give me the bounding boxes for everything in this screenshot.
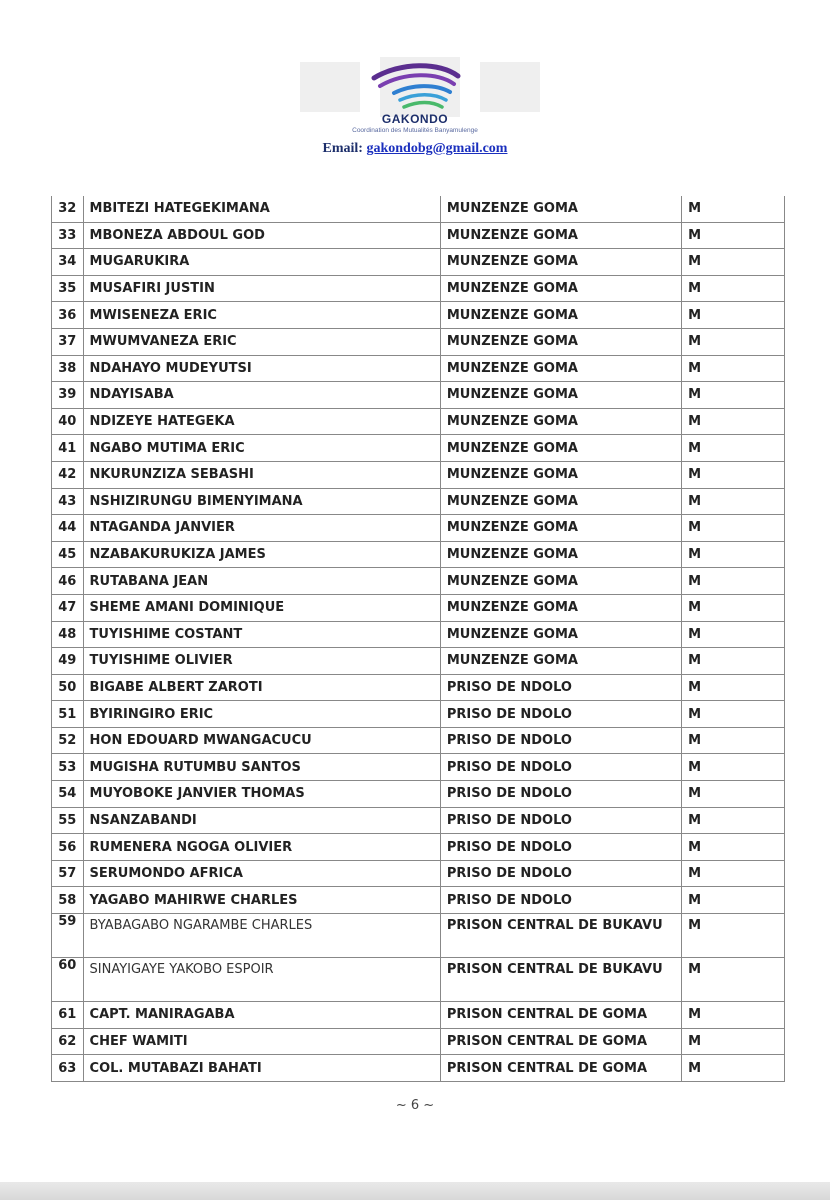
location-cell: PRISON CENTRAL DE BUKAVU xyxy=(440,914,681,958)
roster-table xyxy=(51,196,785,1082)
table-row xyxy=(52,674,785,701)
sex-cell: M xyxy=(682,461,785,488)
name-cell: MWUMVANEZA ERIC xyxy=(83,328,440,355)
roster-table-body xyxy=(52,196,785,1081)
sex-cell: M xyxy=(682,408,785,435)
location-cell: MUNZENZE GOMA xyxy=(440,408,681,435)
row-number-cell: 62 xyxy=(52,1028,84,1055)
row-number-cell: 63 xyxy=(52,1055,84,1082)
name-cell: BYABAGABO NGARAMBE CHARLES xyxy=(83,914,440,958)
name-cell: NZABAKURUKIZA JAMES xyxy=(83,541,440,568)
name-cell: NTAGANDA JANVIER xyxy=(83,515,440,542)
location-cell: PRISO DE NDOLO xyxy=(440,727,681,754)
row-number-cell: 44 xyxy=(52,515,84,542)
sex-cell: M xyxy=(682,701,785,728)
row-number-cell: 55 xyxy=(52,807,84,834)
table-row xyxy=(52,834,785,861)
name-cell: TUYISHIME OLIVIER xyxy=(83,648,440,675)
table-row xyxy=(52,408,785,435)
row-number-cell: 54 xyxy=(52,781,84,808)
bottom-edge xyxy=(0,1182,830,1200)
table-row xyxy=(52,515,785,542)
sex-cell: M xyxy=(682,1028,785,1055)
gakondo-logo-icon xyxy=(360,58,470,138)
sex-cell: M xyxy=(682,887,785,914)
name-cell: MUGARUKIRA xyxy=(83,249,440,276)
name-cell: SINAYIGAYE YAKOBO ESPOIR xyxy=(83,958,440,1002)
location-cell: PRISO DE NDOLO xyxy=(440,887,681,914)
table-row xyxy=(52,196,785,222)
location-cell: PRISO DE NDOLO xyxy=(440,781,681,808)
name-cell: MUYOBOKE JANVIER THOMAS xyxy=(83,781,440,808)
location-cell: MUNZENZE GOMA xyxy=(440,302,681,329)
sex-cell: M xyxy=(682,1055,785,1082)
name-cell: NGABO MUTIMA ERIC xyxy=(83,435,440,462)
table-row xyxy=(52,781,785,808)
sex-cell: M xyxy=(682,275,785,302)
location-cell: PRISON CENTRAL DE GOMA xyxy=(440,1055,681,1082)
location-cell: PRISO DE NDOLO xyxy=(440,754,681,781)
name-cell: BIGABE ALBERT ZAROTI xyxy=(83,674,440,701)
name-cell: NSANZABANDI xyxy=(83,807,440,834)
name-cell: NDAYISABA xyxy=(83,382,440,409)
sex-cell: M xyxy=(682,674,785,701)
location-cell: PRISO DE NDOLO xyxy=(440,674,681,701)
location-cell: MUNZENZE GOMA xyxy=(440,648,681,675)
sex-cell: M xyxy=(682,834,785,861)
table-row xyxy=(52,958,785,1002)
name-cell: RUTABANA JEAN xyxy=(83,568,440,595)
table-row xyxy=(52,249,785,276)
name-cell: CHEF WAMITI xyxy=(83,1028,440,1055)
sex-cell: M xyxy=(682,222,785,249)
name-cell: MUSAFIRI JUSTIN xyxy=(83,275,440,302)
sex-cell: M xyxy=(682,302,785,329)
row-number-cell: 42 xyxy=(52,461,84,488)
sex-cell: M xyxy=(682,196,785,222)
location-cell: MUNZENZE GOMA xyxy=(440,382,681,409)
name-cell: HON EDOUARD MWANGACUCU xyxy=(83,727,440,754)
location-cell: PRISO DE NDOLO xyxy=(440,807,681,834)
location-cell: MUNZENZE GOMA xyxy=(440,568,681,595)
table-row xyxy=(52,461,785,488)
row-number-cell: 40 xyxy=(52,408,84,435)
table-row xyxy=(52,727,785,754)
sex-cell: M xyxy=(682,568,785,595)
location-cell: PRISON CENTRAL DE BUKAVU xyxy=(440,958,681,1002)
row-number-cell: 37 xyxy=(52,328,84,355)
row-number-cell: 33 xyxy=(52,222,84,249)
sex-cell: M xyxy=(682,914,785,958)
location-cell: PRISON CENTRAL DE GOMA xyxy=(440,1002,681,1029)
location-cell: MUNZENZE GOMA xyxy=(440,594,681,621)
table-row xyxy=(52,701,785,728)
table-row xyxy=(52,382,785,409)
name-cell: MBONEZA ABDOUL GOD xyxy=(83,222,440,249)
table-row xyxy=(52,435,785,462)
row-number-cell: 58 xyxy=(52,887,84,914)
row-number-cell: 61 xyxy=(52,1002,84,1029)
location-cell: MUNZENZE GOMA xyxy=(440,488,681,515)
name-cell: CAPT. MANIRAGABA xyxy=(83,1002,440,1029)
location-cell: PRISO DE NDOLO xyxy=(440,701,681,728)
row-number-cell: 52 xyxy=(52,727,84,754)
sex-cell: M xyxy=(682,860,785,887)
row-number-cell: 32 xyxy=(52,196,84,222)
location-cell: MUNZENZE GOMA xyxy=(440,621,681,648)
email-link[interactable]: gakondobg@gmail.com xyxy=(366,141,508,156)
sex-cell: M xyxy=(682,807,785,834)
letterhead xyxy=(0,52,830,162)
row-number-cell: 49 xyxy=(52,648,84,675)
row-number-cell: 60 xyxy=(52,958,84,1002)
row-number-cell: 59 xyxy=(52,914,84,958)
sex-cell: M xyxy=(682,488,785,515)
sex-cell: M xyxy=(682,435,785,462)
table-row xyxy=(52,648,785,675)
table-row xyxy=(52,1055,785,1082)
organization-name: GAKONDO xyxy=(381,112,449,126)
name-cell: COL. MUTABAZI BAHATI xyxy=(83,1055,440,1082)
table-row xyxy=(52,621,785,648)
location-cell: MUNZENZE GOMA xyxy=(440,435,681,462)
row-number-cell: 46 xyxy=(52,568,84,595)
page-number: ~ 6 ~ xyxy=(395,1098,435,1113)
name-cell: SERUMONDO AFRICA xyxy=(83,860,440,887)
row-number-cell: 51 xyxy=(52,701,84,728)
row-number-cell: 56 xyxy=(52,834,84,861)
row-number-cell: 57 xyxy=(52,860,84,887)
sex-cell: M xyxy=(682,648,785,675)
name-cell: NSHIZIRUNGU BIMENYIMANA xyxy=(83,488,440,515)
table-row xyxy=(52,887,785,914)
location-cell: MUNZENZE GOMA xyxy=(440,275,681,302)
email-label: Email: xyxy=(322,141,363,156)
row-number-cell: 47 xyxy=(52,594,84,621)
table-row xyxy=(52,1028,785,1055)
sex-cell: M xyxy=(682,515,785,542)
location-cell: MUNZENZE GOMA xyxy=(440,355,681,382)
table-row xyxy=(52,754,785,781)
name-cell: MUGISHA RUTUMBU SANTOS xyxy=(83,754,440,781)
organization-subtitle: Coordination des Mutualités Banyamulenge xyxy=(352,127,478,134)
row-number-cell: 50 xyxy=(52,674,84,701)
sex-cell: M xyxy=(682,355,785,382)
sex-cell: M xyxy=(682,621,785,648)
table-row xyxy=(52,594,785,621)
location-cell: MUNZENZE GOMA xyxy=(440,328,681,355)
sex-cell: M xyxy=(682,328,785,355)
sex-cell: M xyxy=(682,594,785,621)
table-row xyxy=(52,1002,785,1029)
location-cell: MUNZENZE GOMA xyxy=(440,515,681,542)
row-number-cell: 41 xyxy=(52,435,84,462)
table-row xyxy=(52,541,785,568)
name-cell: RUMENERA NGOGA OLIVIER xyxy=(83,834,440,861)
name-cell: YAGABO MAHIRWE CHARLES xyxy=(83,887,440,914)
row-number-cell: 48 xyxy=(52,621,84,648)
name-cell: MBITEZI HATEGEKIMANA xyxy=(83,196,440,222)
location-cell: MUNZENZE GOMA xyxy=(440,196,681,222)
row-number-cell: 38 xyxy=(52,355,84,382)
table-row xyxy=(52,860,785,887)
name-cell: BYIRINGIRO ERIC xyxy=(83,701,440,728)
table-row xyxy=(52,807,785,834)
location-cell: MUNZENZE GOMA xyxy=(440,461,681,488)
table-row xyxy=(52,488,785,515)
table-row xyxy=(52,328,785,355)
table-row xyxy=(52,222,785,249)
name-cell: MWISENEZA ERIC xyxy=(83,302,440,329)
sex-cell: M xyxy=(682,249,785,276)
row-number-cell: 53 xyxy=(52,754,84,781)
name-cell: SHEME AMANI DOMINIQUE xyxy=(83,594,440,621)
sex-cell: M xyxy=(682,382,785,409)
row-number-cell: 45 xyxy=(52,541,84,568)
sex-cell: M xyxy=(682,781,785,808)
sex-cell: M xyxy=(682,541,785,568)
row-number-cell: 36 xyxy=(52,302,84,329)
name-cell: NKURUNZIZA SEBASHI xyxy=(83,461,440,488)
location-cell: MUNZENZE GOMA xyxy=(440,249,681,276)
sex-cell: M xyxy=(682,754,785,781)
table-row xyxy=(52,568,785,595)
sex-cell: M xyxy=(682,958,785,1002)
sex-cell: M xyxy=(682,1002,785,1029)
row-number-cell: 35 xyxy=(52,275,84,302)
row-number-cell: 43 xyxy=(52,488,84,515)
location-cell: PRISO DE NDOLO xyxy=(440,860,681,887)
location-cell: MUNZENZE GOMA xyxy=(440,222,681,249)
row-number-cell: 39 xyxy=(52,382,84,409)
table-row xyxy=(52,355,785,382)
location-cell: MUNZENZE GOMA xyxy=(440,541,681,568)
location-cell: PRISO DE NDOLO xyxy=(440,834,681,861)
row-number-cell: 34 xyxy=(52,249,84,276)
table-row xyxy=(52,914,785,958)
name-cell: TUYISHIME COSTANT xyxy=(83,621,440,648)
table-row xyxy=(52,275,785,302)
name-cell: NDAHAYO MUDEYUTSI xyxy=(83,355,440,382)
email-line xyxy=(0,141,830,157)
table-row xyxy=(52,302,785,329)
name-cell: NDIZEYE HATEGEKA xyxy=(83,408,440,435)
sex-cell: M xyxy=(682,727,785,754)
location-cell: PRISON CENTRAL DE GOMA xyxy=(440,1028,681,1055)
